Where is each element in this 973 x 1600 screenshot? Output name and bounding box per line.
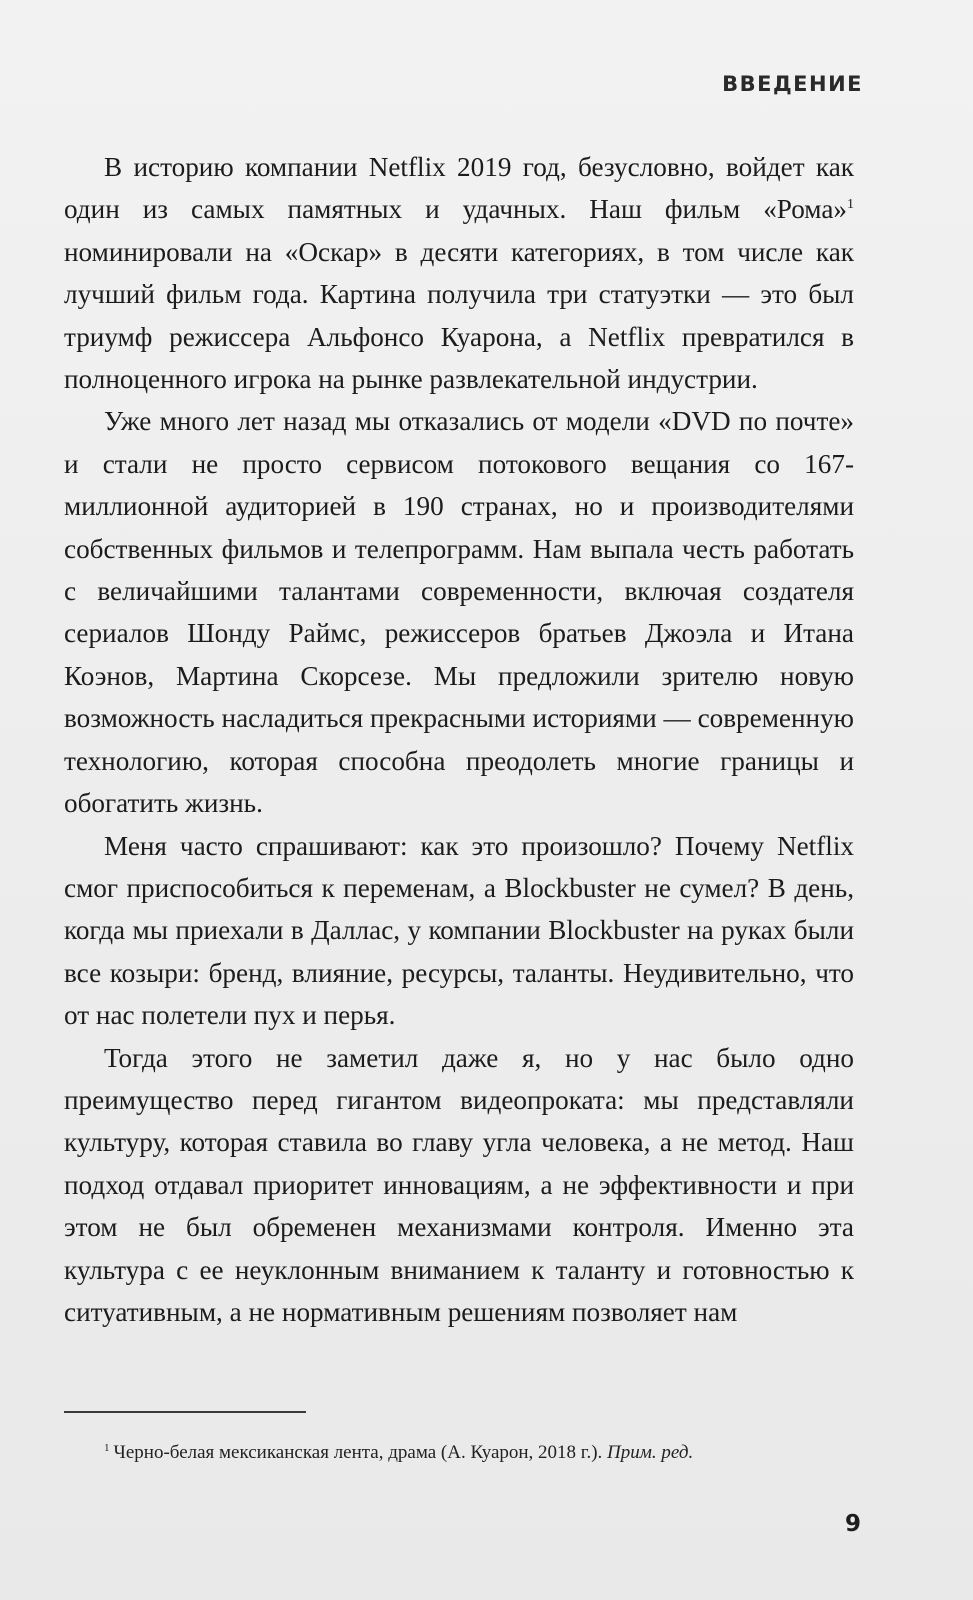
running-head: ВВЕДЕНИЕ <box>722 72 863 96</box>
paragraph-2: Уже много лет назад мы отказались от модели «DVD по почте» и стали не просто сервисом потокового вещания со 167-миллионной аудиторией в 190 странах, но и производителями собственных фильмов и телепрограмм. Нам выпала честь работать с величайшими талантами современности, включая создателя сериалов Шонду Раймс, режиссеров братьев Джоэла и Итана Коэнов, Мартина Скорсезе. Мы предложили зрителю новую возможность насладиться прекрасными историями — современную технологию, которая способна преодолеть многие границы и обогатить жизнь. <box>64 406 854 819</box>
main-text <box>64 146 854 1333</box>
editor-note: Прим. ред. <box>607 1442 694 1463</box>
paragraph-1-text-a: В историю компании Netflix 2019 год, безусловно, войдет как один из самых памятных и удачных. Наш фильм «Рома» <box>64 152 854 225</box>
footnote-text: Черно-белая мексиканская лента, драма (А. Куарон, 2018 г.). <box>113 1442 608 1463</box>
paragraph-1-text-b: номинировали на «Оскар» в десяти категориях, в том числе как лучший фильм года. Картина получила три статуэтки — это был триумф режиссера Альфонсо Куарона, а Netflix превратился в полноценного игрока на рынке развлекательной индустрии. <box>64 236 854 395</box>
paragraph-4: Тогда этого не заметил даже я, но у нас было одно преимущество перед гигантом видеопроката: мы представляли культуру, которая ставила во главу угла человека, а не метод. Наш подход отдавал приоритет инновациям, а не эффективности и при этом не был обременен механизмами контроля. Именно эта культура с ее неуклонным вниманием к таланту и готовностью к ситуативным, а не нормативным решениям позволяет нам <box>64 1042 854 1327</box>
paragraph-3: Меня часто спрашивают: как это произошло? Почему Netflix смог приспособиться к переменам, а Blockbuster не сумел? В день, когда мы приехали в Даллас, у компании Blockbuster на руках были все козыри: бренд, влияние, ресурсы, таланты. Неудивительно, что от нас полетели пух и перья. <box>64 830 854 1031</box>
footnote-number: 1 <box>104 1441 110 1454</box>
paragraph-1 <box>64 146 854 400</box>
page-number: 9 <box>845 1511 862 1537</box>
footnote-reference: 1 <box>847 197 854 213</box>
footnote <box>104 1440 864 1466</box>
footnote-separator <box>64 1411 306 1413</box>
